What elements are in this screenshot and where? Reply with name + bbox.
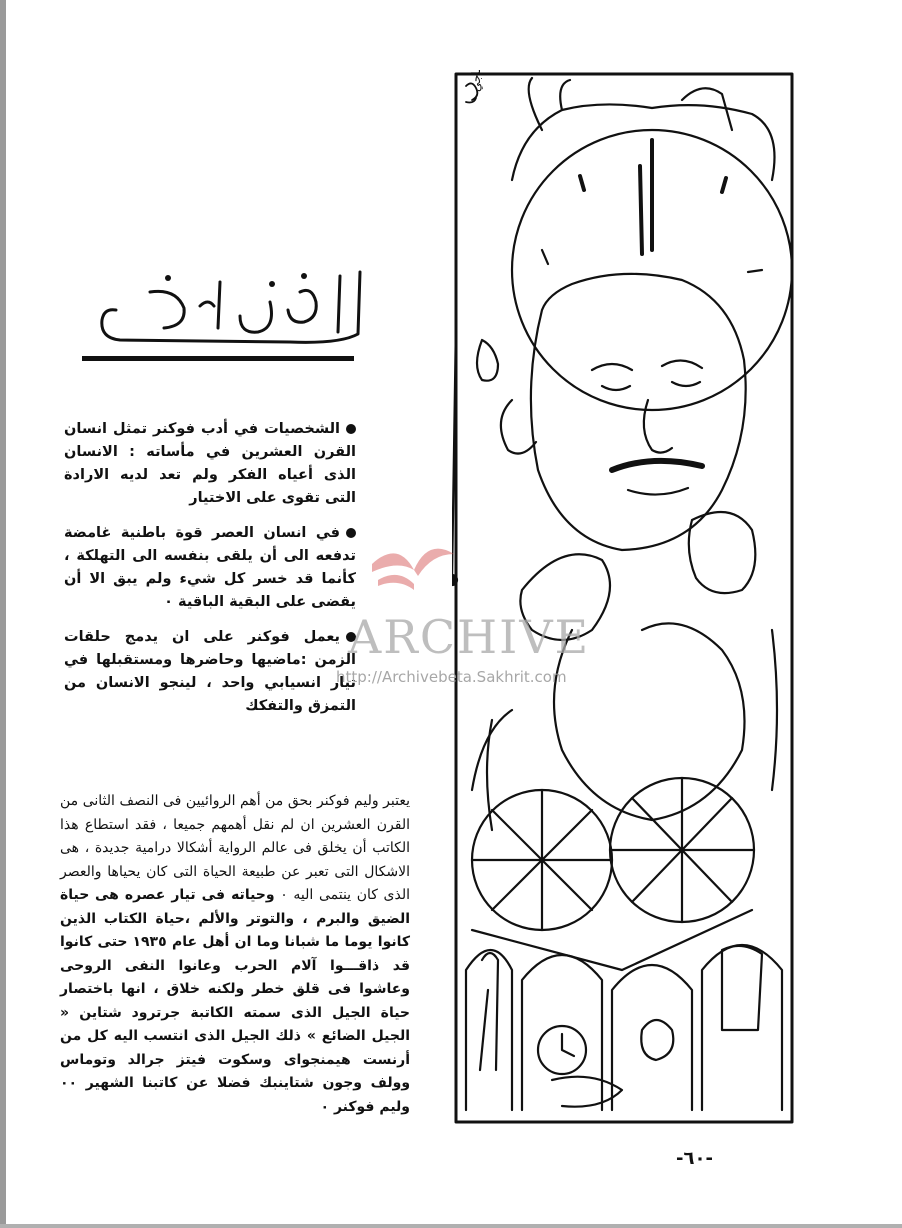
bullet-line: غامضة تدفعه الى أن يلقى بنفسه الى [64,525,356,564]
body-line-bold: الشهير ٠٠ وليم فوكنر ٠ [60,1075,410,1115]
bullet-item [64,418,356,510]
bullet-line: في تيار انسيابي واحد ، لينجو [64,652,356,691]
watermark-brand: ARCHIVE [348,610,591,664]
watermark-url: http://Archivebeta.Sakhrit.com [336,668,567,686]
page-number: -٦٠- [676,1148,713,1169]
body-paragraph [60,790,410,1119]
book-logo-icon [368,520,458,600]
body-line-bold: الذين كانوا يوما ما شبانا وما ان أهل عام ١٩٣٥ [60,910,411,950]
bullet-line: يبق الا أن يقضى على البقية الباقية ٠ [64,571,356,610]
bullet-line: تمثل انسان القرن العشرين في [64,421,356,460]
summary-bullets [64,418,356,730]
article-title-lettering [90,262,380,352]
bullet-item [64,522,356,614]
bullet-line: مأساته : [129,444,195,460]
bullet-line: الانسان من التمزق والتفكك [64,675,356,714]
body-line: يعتبر وليم فوكنر بحق من أهم الروائيين فى [163,793,410,809]
watermark-logo [368,520,458,600]
body-line-bold: اليه كل من أرنست هيمنجواى وسكوت فيتز جرالد [60,1028,410,1068]
bullet-line: الشخصيات في أدب فوكنر [153,421,340,437]
body-line: الذى كان ينتمى اليه ٠ [280,887,411,903]
bullet-item [64,626,356,718]
illustration-drawing [452,70,798,1128]
article-title [90,262,380,352]
body-line-bold: شتاين « الجيل الضائع » ذلك الجيل الذى انتسب [60,1004,411,1044]
illustration-panel [452,70,798,1128]
title-underline [82,356,354,361]
bullet-line: التهلكة ، كأنما قد خسر كل شيء ولم [64,548,356,587]
body-line-bold: وتوماس وولف وجون شتاينبك فضلا عن كاتبنا [60,1051,411,1091]
bullet-paragraph [64,626,356,718]
bullet-line: لديه الارادة التى تقوى على الاختيار [64,467,356,506]
body-line-bold: حتى كانوا قد ذاقـــوا آلام الحرب وعانوا النفى [60,934,410,974]
scan-edge-left [0,0,6,1228]
artist-signature: ناجي [469,70,483,92]
bullet-paragraph [64,522,356,614]
body-line-bold: وحياته فى تيار عصره هى [94,887,275,903]
body-line-bold: باختصار حياة الجيل الذى سمته الكاتبة جرترود [60,981,410,1021]
body-line-bold: حياة الضيق والبرم ، والتوتر والألم ،حياة الكتاب [60,887,411,927]
bullet-line: الانسان الذى أعياه الفكر ولم تعد [64,444,356,483]
bullet-dot [346,424,356,434]
body-line: الرواية أشكالا درامية جديدة ، هى الاشكال التى [60,840,411,880]
bullet-line: الزمن :ماضيها وحاضرها ومستقبلها [96,652,356,668]
scan-edge-bottom [0,1224,902,1228]
bullet-dot [346,528,356,538]
bullet-line: في انسان العصر قوة باطنية [120,525,340,541]
body-line-bold: الروحى وعاشوا فى قلق خطر ولكنه خلاق ، انها [60,957,411,997]
body-line: تعبر عن طبيعة الحياة التى كان يحياها والعصر [60,863,329,880]
bullet-paragraph [64,418,356,510]
body-line: جميعا ، فقد استطاع هذا الكاتب أن يخلق فى عالم [60,816,411,856]
body-line: النصف الثانى من القرن العشرين ان لم نقل أهمهم [60,793,410,833]
bullet-line: يعمل فوكنر على ان يدمج حلقات [64,629,340,645]
article-body [60,790,410,1119]
